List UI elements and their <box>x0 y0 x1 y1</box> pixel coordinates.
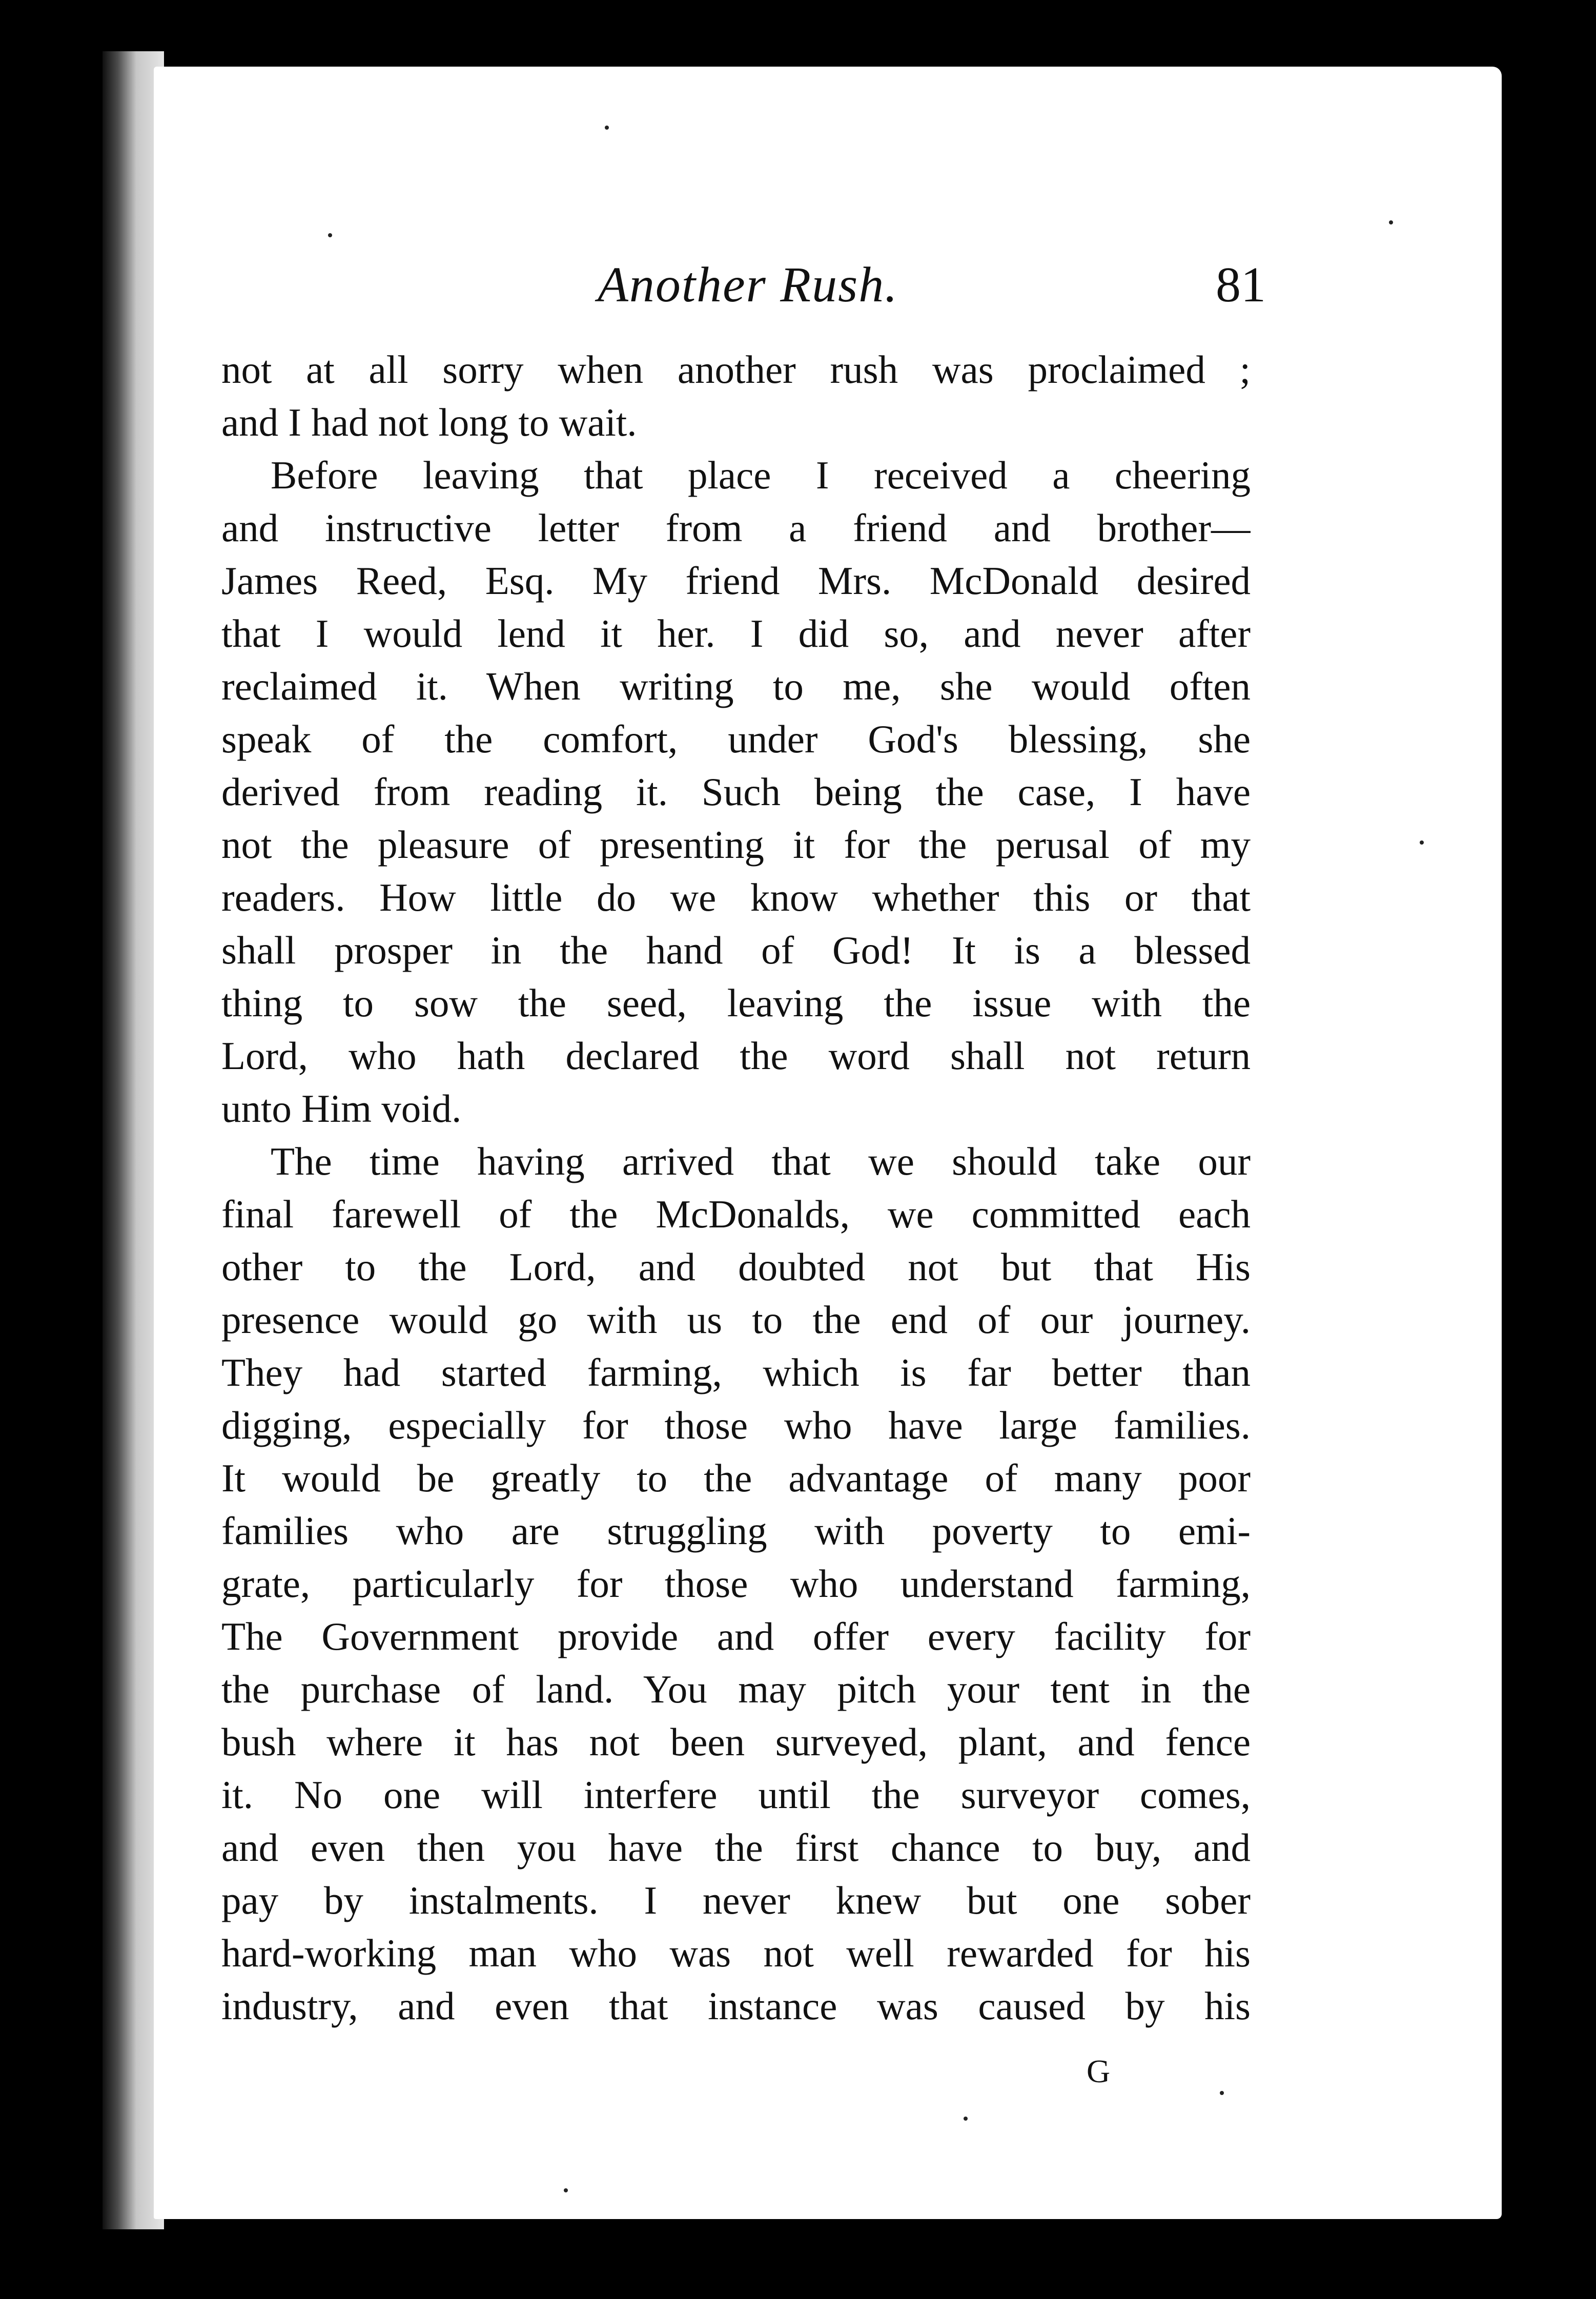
text-line: final farewell of the McDonalds, we committed each <box>221 1192 1251 1236</box>
text-line: and instructive letter from a friend and brother— <box>221 506 1251 550</box>
text-line: derived from reading it. Such being the case, I have <box>221 770 1251 814</box>
text-line: not at all sorry when another rush was proclaimed ; <box>221 347 1251 392</box>
page-header <box>220 256 1266 318</box>
text-line: the purchase of land. You may pitch your tent in the <box>221 1667 1251 1711</box>
text-line: hard-working man who was not well rewarded for his <box>221 1931 1251 1975</box>
text-line: They had started farming, which is far better than <box>221 1350 1251 1394</box>
text-line: families who are struggling with poverty to emi- <box>221 1509 1251 1553</box>
text-line: it. No one will interfere until the surveyor comes, <box>221 1773 1251 1817</box>
scan-speck <box>328 233 332 237</box>
scan-speck <box>964 2117 968 2121</box>
text-line: presence would go with us to the end of our journey. <box>221 1298 1251 1342</box>
body-text <box>221 343 1251 2033</box>
text-line: The time having arrived that we should take our <box>271 1139 1251 1183</box>
text-line: James Reed, Esq. My friend Mrs. McDonald desired <box>221 559 1251 603</box>
scan-speck <box>605 126 609 130</box>
text-line: Lord, who hath declared the word shall not return <box>221 1034 1251 1078</box>
text-line: pay by instalments. I never knew but one sober <box>221 1878 1251 1922</box>
text-line: and I had not long to wait. <box>221 400 637 444</box>
text-line: readers. How little do we know whether this or that <box>221 875 1251 919</box>
text-line: thing to sow the seed, leaving the issue with the <box>221 981 1251 1025</box>
scan-speck <box>1389 220 1393 224</box>
scan-speck <box>1420 840 1424 845</box>
text-line: speak of the comfort, under God's blessing, she <box>221 717 1251 761</box>
text-line: bush where it has not been surveyed, plant, and fence <box>221 1720 1251 1764</box>
scan-speck <box>1220 2091 1224 2095</box>
scan-speck <box>564 2188 568 2192</box>
text-line: It would be greatly to the advantage of many poor <box>221 1456 1251 1500</box>
text-line: unto Him void. <box>221 1086 462 1131</box>
text-line: digging, especially for those who have large families. <box>221 1403 1251 1447</box>
text-line: The Government provide and offer every facility for <box>221 1614 1251 1658</box>
text-line: other to the Lord, and doubted not but that His <box>221 1245 1251 1289</box>
text-line: industry, and even that instance was caused by his <box>221 1984 1251 2028</box>
text-line: Before leaving that place I received a cheering <box>271 453 1251 497</box>
page-number: 81 <box>1216 257 1266 313</box>
text-line: grate, particularly for those who understand farming, <box>221 1562 1251 1606</box>
text-line: shall prosper in the hand of God! It is a blessed <box>221 928 1251 972</box>
text-line: not the pleasure of presenting it for the perusal of my <box>221 823 1251 867</box>
running-title: Another Rush. <box>598 257 898 313</box>
text-line: that I would lend it her. I did so, and never after <box>221 611 1251 655</box>
signature-mark: G <box>1087 2053 1111 2089</box>
text-line: reclaimed it. When writing to me, she would often <box>221 664 1251 708</box>
text-line: and even then you have the first chance to buy, and <box>221 1825 1251 1870</box>
